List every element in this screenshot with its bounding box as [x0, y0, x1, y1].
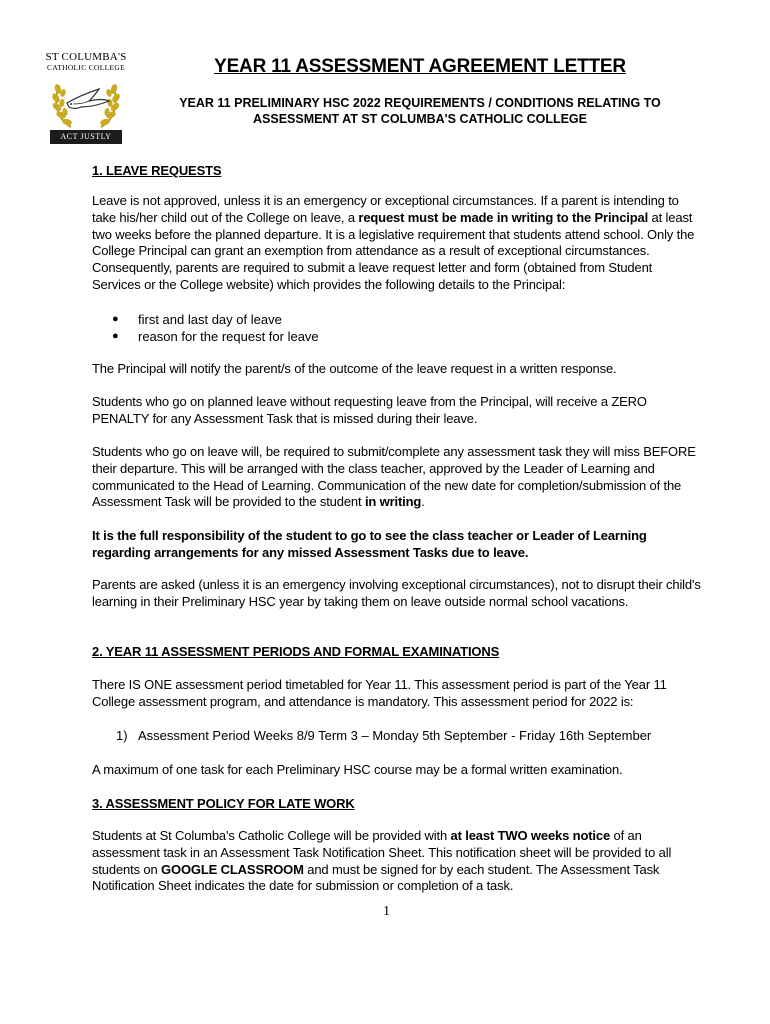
- text-run: at least two weeks before the planned departure. It is a legislative requirement that students attend school. Only the College Principal can grant an exemption from attendance as a result of exceptional circumstances. Consequently, parents are required to submit a leave request letter and form (obtained from Student Services or the College website) which provides the following details to the Principal:: [92, 209, 695, 292]
- text-run: Leave is not approved, unless it is an emergency or exceptional circumstances. If a parent is intending to take his/her child out of the College on leave, a: [92, 193, 679, 225]
- section-2-paragraph-1: There IS ONE assessment period timetabled for Year 11. This assessment period is part of the Year 11 College assessment program, and attendance is mandatory. This assessment period for 2022 is:: [92, 677, 667, 709]
- logo-college-text: CATHOLIC COLLEGE: [47, 63, 125, 72]
- leave-details-list: [112, 311, 672, 345]
- section-1-paragraph-1: [92, 193, 702, 294]
- bullet-icon: ●: [112, 330, 119, 342]
- text-run-bold: GOOGLE CLASSROOM: [161, 861, 304, 877]
- page-subtitle: [150, 95, 690, 127]
- list-item-text: Assessment Period Weeks 8/9 Term 3 – Monday 5th September - Friday 16th September: [138, 728, 652, 743]
- text-run: of an assessment task in an Assessment Task Notification Sheet. This notification sheet will be provided to all students on: [92, 828, 672, 877]
- bullet-icon: ●: [112, 313, 119, 325]
- text-run: and must be signed for by each student. The Assessment Task Notification Sheet indicates the date for submission or completion of a task.: [92, 861, 660, 894]
- section-3-heading: 3. ASSESSMENT POLICY FOR LATE WORK: [92, 796, 355, 811]
- section-1-paragraph-6: Parents are asked (unless it is an emergency involving exceptional circumstances), not to disrupt their child's learning in their Preliminary HSC year by taking them on leave outside normal school vacations.: [92, 577, 701, 609]
- dove-laurel-icon: [49, 73, 123, 131]
- section-1-heading: 1. LEAVE REQUESTS: [92, 163, 222, 178]
- page-number: 1: [383, 904, 390, 919]
- list-item-text: reason for the request for leave: [138, 329, 319, 344]
- college-logo: [36, 52, 136, 144]
- text-run-bold: in writing: [364, 494, 422, 510]
- logo-school-name: ST COLUMBA'S: [45, 51, 127, 63]
- text-run: .: [421, 494, 425, 510]
- assessment-period-list: [116, 727, 696, 744]
- list-item-number: 1): [116, 728, 128, 743]
- section-1-paragraph-3: Students who go on planned leave without requesting leave from the Principal, will receive a ZERO PENALTY for any Assessment Task that is missed during their leave.: [92, 394, 647, 426]
- section-2-paragraph-2: A maximum of one task for each Preliminary HSC course may be a formal written examination.: [92, 762, 623, 777]
- page-title: YEAR 11 ASSESSMENT AGREEMENT LETTER: [214, 56, 626, 77]
- subtitle-line-2: ASSESSMENT AT ST COLUMBA'S CATHOLIC COLLEGE: [253, 112, 587, 126]
- logo-motto: ACT JUSTLY: [50, 130, 122, 144]
- text-run-bold: It is the full responsibility of the student to go to see the class teacher or Leader of Learning regarding arrangements for any missed Assessment Tasks due to leave.: [92, 528, 647, 560]
- subtitle-line-1: YEAR 11 PRELIMINARY HSC 2022 REQUIREMENTS / CONDITIONS RELATING TO: [179, 96, 661, 110]
- list-item-text: first and last day of leave: [138, 312, 282, 327]
- text-run-bold: at least TWO weeks notice: [450, 828, 611, 843]
- section-1-paragraph-4: [92, 444, 702, 511]
- section-2-heading: 2. YEAR 11 ASSESSMENT PERIODS AND FORMAL EXAMINATIONS: [92, 644, 500, 659]
- section-1-paragraph-2: The Principal will notify the parent/s of the outcome of the leave request in a written response.: [92, 361, 617, 376]
- text-run-bold: request must be made in writing to the Principal: [358, 209, 649, 225]
- section-1-paragraph-5: [92, 528, 702, 562]
- list-item: [112, 311, 672, 328]
- list-item: [112, 328, 672, 345]
- section-3-paragraph-1: [92, 828, 702, 895]
- text-run: Students who go on leave will, be required to submit/complete any assessment task they will miss BEFORE their departure. This will be arranged with the class teacher, approved by the Leader of Learning and communicated to the Head of Learning. Communication of the new date for completion/submission of the Assessment Task will be provided to the student: [92, 444, 696, 510]
- text-run: Students at St Columba's Catholic College will be provided with: [92, 828, 451, 843]
